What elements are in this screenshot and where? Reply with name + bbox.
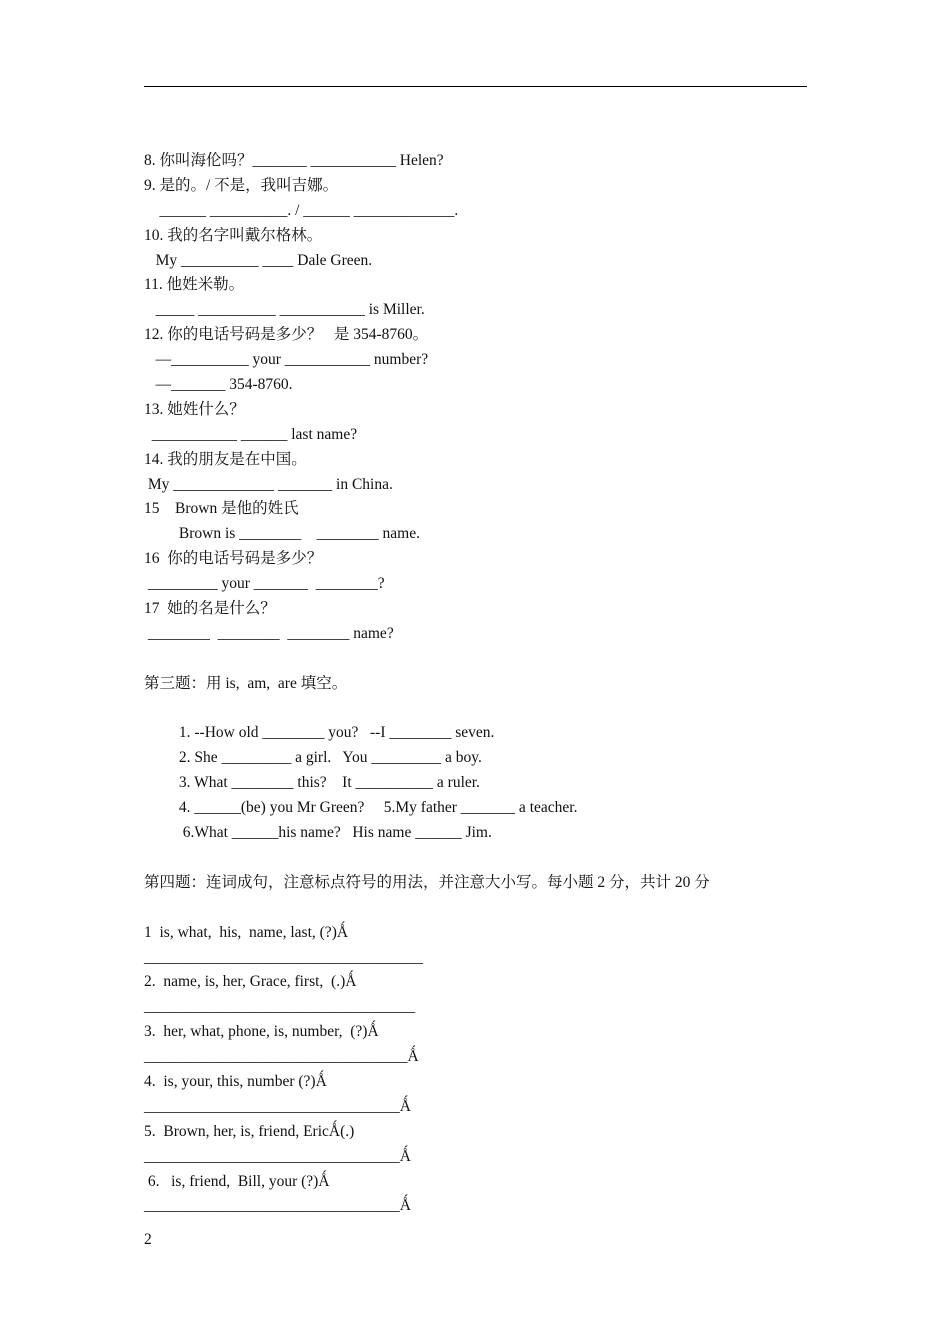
- text-line: 15 Brown 是他的姓氏: [144, 500, 299, 518]
- text-line: ___________________________________: [144, 998, 416, 1016]
- text-line: 4. is, your, this, number (?)Ǻ: [144, 1072, 327, 1090]
- text-line: ______ __________. / ______ _____________.: [144, 201, 459, 219]
- text-line: 1 is, what, his, name, last, (?)Ǻ: [144, 923, 349, 941]
- text-line: 第四题：连词成句，注意标点符号的用法，并注意大小写。每小题 2 分，共计 20 分: [144, 873, 710, 891]
- text-line: ____________________________________: [144, 948, 423, 966]
- text-line: 14. 我的朋友是在中国。: [144, 450, 307, 468]
- text-line: 9. 是的。/ 不是，我叫吉娜。: [144, 176, 339, 194]
- text-line: 3. her, what, phone, is, number, (?)Ǻ: [144, 1023, 379, 1041]
- text-line: My _____________ _______ in China.: [144, 475, 393, 493]
- text-line: 10. 我的名字叫戴尔格林。: [144, 226, 323, 244]
- page-number: 2: [144, 1231, 152, 1248]
- text-line: _________________________________Ǻ: [144, 1197, 411, 1215]
- text-line: —__________ your ___________ number?: [144, 351, 429, 369]
- text-line: 4. ______(be) you Mr Green? 5.My father _______ a teacher.: [144, 799, 578, 817]
- text-line: 13. 她姓什么？: [144, 400, 245, 418]
- text-line: 16 你的电话号码是多少？: [144, 550, 323, 568]
- blank-line: [144, 896, 807, 921]
- text-line: 17 她的名是什么？: [144, 600, 276, 618]
- blank-line: [144, 647, 807, 672]
- blank-line: [144, 846, 807, 871]
- text-line: 12. 你的电话号码是多少？ 是 354-8760。: [144, 326, 429, 344]
- text-line: —_______ 354-8760.: [144, 376, 293, 394]
- text-line: ________ ________ ________ name?: [144, 624, 394, 642]
- text-line: 11. 他姓米勒。: [144, 276, 245, 294]
- document-body: [144, 149, 807, 1219]
- text-line: _________________________________Ǻ: [144, 1147, 411, 1165]
- text-line: _________________________________Ǻ: [144, 1097, 411, 1115]
- text-line: 1. --How old ________ you? --I ________ seven.: [144, 724, 495, 742]
- text-line: _________ your _______ ________?: [144, 575, 385, 593]
- text-line: Brown is ________ ________ name.: [144, 525, 420, 543]
- text-line: 3. What ________ this? It __________ a ruler.: [144, 774, 480, 792]
- blank-line: [144, 697, 807, 722]
- text-line: 8. 你叫海伦吗？_______ ___________ Helen?: [144, 152, 444, 169]
- text-line: 5. Brown, her, is, friend, EricǺ(.): [144, 1122, 355, 1140]
- text-line: ___________ ______ last name?: [144, 425, 358, 443]
- text-line: __________________________________Ǻ: [144, 1048, 419, 1066]
- text-line: 2. name, is, her, Grace, first, (.)Ǻ: [144, 973, 357, 991]
- text-line: 2. She _________ a girl. You _________ a boy.: [144, 749, 482, 767]
- text-line: 第三题：用 is, am, are 填空。: [144, 674, 348, 692]
- header-rule: [144, 86, 807, 87]
- text-line: My __________ ____ Dale Green.: [144, 251, 373, 269]
- text-line: 6.What ______his name? His name ______ Jim.: [144, 824, 492, 842]
- text-line: _____ __________ ___________ is Miller.: [144, 301, 425, 319]
- text-line: 6. is, friend, Bill, your (?)Ǻ: [144, 1172, 330, 1190]
